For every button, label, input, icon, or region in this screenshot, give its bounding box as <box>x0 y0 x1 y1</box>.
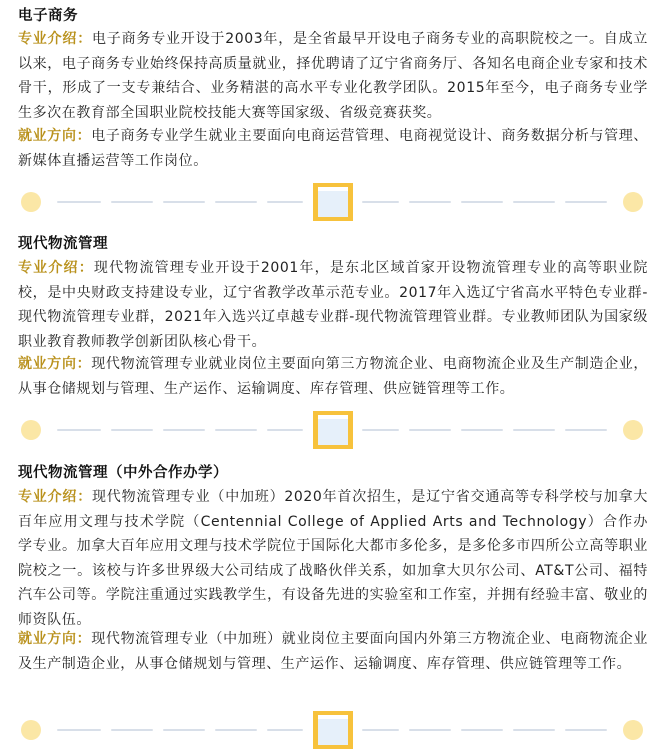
section-title: 现代物流管理（中外合作办学） <box>18 465 228 481</box>
divider-dot-left <box>21 192 41 212</box>
divider-graphic <box>0 180 665 224</box>
section-title: 电子商务 <box>18 8 78 24</box>
divider-graphic <box>0 408 665 452</box>
intro-paragraph <box>18 485 648 632</box>
intro-paragraph <box>18 27 648 125</box>
intro-label: 专业介绍： <box>18 489 92 505</box>
divider-center-icon <box>313 711 353 749</box>
intro-text: 电子商务专业开设于2003年，是全省最早开设电子商务专业的高职院校之一。自成立以来，电子商务专业始终保持高质量就业，择优聘请了辽宁省商务厅、各知名电商企业专家和技术骨干，形成了一支专兼结合、业务精湛的高水平专业化教学团队。2015年至今，电子商务专业学生多次在教育部全国职业院校技能大赛等国家级、省级竞赛获奖。 <box>18 31 648 121</box>
divider-dot-left <box>21 720 41 740</box>
career-label: 就业方向： <box>18 631 92 647</box>
section-title: 现代物流管理 <box>18 236 108 252</box>
career-label: 就业方向： <box>18 356 92 372</box>
career-text: 现代物流管理专业（中加班）就业岗位主要面向国内外第三方物流企业、电商物流企业及生产制造企业，从事仓储规划与管理、生产运作、运输调度、库存管理、供应链管理等工作。 <box>18 631 648 672</box>
intro-text: 现代物流管理专业开设于2001年，是东北区域首家开设物流管理专业的高等职业院校，是中央财政支持建设专业，辽宁省教学改革示范专业。2017年入选辽宁省高水平特色专业群-现代物流管理专业群，2021年入选兴辽卓越专业群-现代物流管理管业群。专业教师团队为国家级职业教育教师教学创新团队核心骨干。 <box>18 260 649 350</box>
divider-center-icon <box>313 183 353 221</box>
section-divider <box>0 180 665 224</box>
section-divider <box>0 408 665 452</box>
career-label: 就业方向： <box>18 128 92 144</box>
career-text: 电子商务专业学生就业主要面向电商运营管理、电商视觉设计、商务数据分析与管理、新媒体直播运营等工作岗位。 <box>18 128 648 169</box>
career-paragraph <box>18 352 648 401</box>
divider-dot-left <box>21 420 41 440</box>
career-text: 现代物流管理专业就业岗位主要面向第三方物流企业、电商物流企业及生产制造企业，从事仓储规划与管理、生产运作、运输调度、库存管理、供应链管理等工作。 <box>18 356 648 397</box>
section-divider <box>0 708 665 752</box>
divider-graphic <box>0 708 665 752</box>
career-paragraph <box>18 627 648 676</box>
intro-text: 现代物流管理专业（中加班）2020年首次招生，是辽宁省交通高等专科学校与加拿大百年应用文理与技术学院（Centennial College of Applied Arts and Technology）合作办学专业。加拿大百年应用文理与技术学院位于国际化大都市多伦多，是多伦多市四所公立高等职业院校之一。该校与许多世界级大公司结成了战略伙伴关系，如加拿大贝尔公司、AT&T公司、福特汽车公司等。学院注重通过实践教学生，有设备先进的实验室和工作室，并拥有经验丰富、敬业的师资队伍。 <box>18 489 648 628</box>
intro-paragraph <box>18 256 648 354</box>
intro-label: 专业介绍： <box>18 260 94 276</box>
divider-dot-right <box>623 720 643 740</box>
career-paragraph <box>18 124 648 173</box>
divider-center-icon <box>313 411 353 449</box>
intro-label: 专业介绍： <box>18 31 92 47</box>
divider-dot-right <box>623 420 643 440</box>
divider-dot-right <box>623 192 643 212</box>
